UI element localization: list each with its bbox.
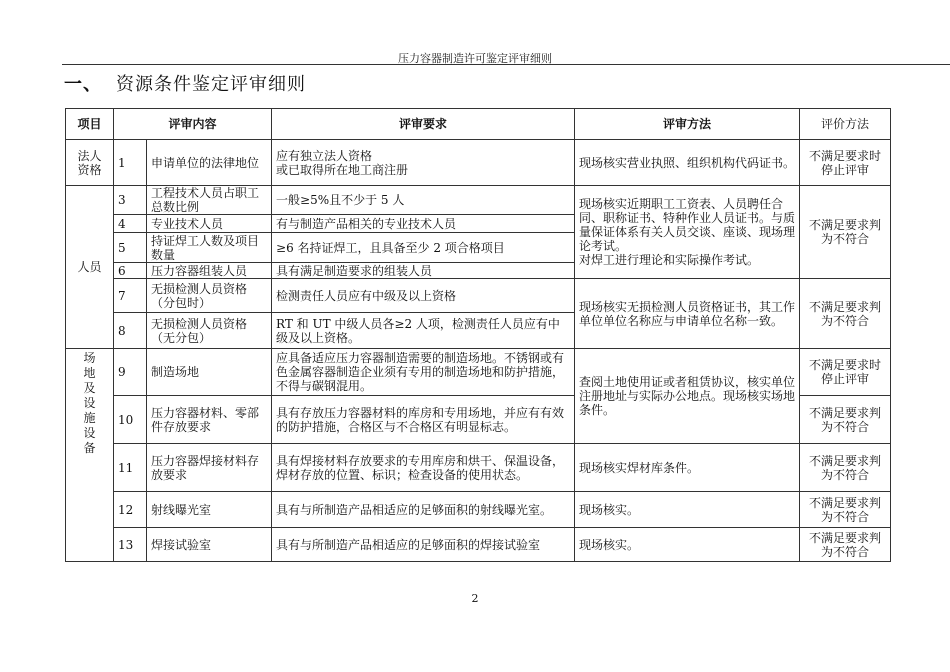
row-number: 4 <box>114 215 147 233</box>
review-requirement: 具有焊接材料存放要求的专用库房和烘干、保温设备，焊材存放的位置、标识；检查设备的使用状态。 <box>272 444 575 492</box>
review-method: 现场核实营业执照、组织机构代码证书。 <box>575 140 800 186</box>
review-content: 压力容器焊接材料存放要求 <box>147 444 272 492</box>
table-row <box>66 140 891 186</box>
evaluation-method: 不满足要求判为不符合 <box>800 528 891 562</box>
table-row <box>66 492 891 528</box>
review-requirement: 具有满足制造要求的组装人员 <box>272 263 575 279</box>
evaluation-method: 不满足要求判为不符合 <box>800 444 891 492</box>
section-number: 一、 <box>64 74 102 95</box>
review-method: 现场核实近期职工工资表、人员聘任合同、职称证书、特种作业人员证书。与质量保证体系有关人员交谈、座谈、现场理论考试。 对焊工进行理论和实际操作考试。 <box>575 186 800 279</box>
evaluation-method: 不满足要求判为不符合 <box>800 186 891 279</box>
review-method: 现场核实焊材库条件。 <box>575 444 800 492</box>
evaluation-method: 不满足要求时停止评审 <box>800 349 891 396</box>
review-requirement: 具有存放压力容器材料的库房和专用场地，并应有有效的防护措施，合格区与不合格区有明显标志。 <box>272 396 575 444</box>
table-row <box>66 279 891 313</box>
evaluation-method: 不满足要求判为不符合 <box>800 279 891 349</box>
page-number: 2 <box>471 592 479 605</box>
table-row <box>66 349 891 396</box>
review-method: 现场核实。 <box>575 528 800 562</box>
group-legal-entity: 法人资格 <box>66 140 114 186</box>
review-content: 压力容器材料、零部件存放要求 <box>147 396 272 444</box>
review-content: 压力容器组装人员 <box>147 263 272 279</box>
row-number: 8 <box>114 313 147 349</box>
group-personnel: 人员 <box>66 186 114 349</box>
review-content: 专业技术人员 <box>147 215 272 233</box>
evaluation-method: 不满足要求时停止评审 <box>800 140 891 186</box>
table-header-row <box>66 109 891 140</box>
row-number: 3 <box>114 186 147 215</box>
col-header-project: 项目 <box>66 109 114 140</box>
section-title: 资源条件鉴定评审细则 <box>116 74 306 95</box>
review-requirement: 具有与所制造产品相适应的足够面积的射线曝光室。 <box>272 492 575 528</box>
review-criteria-table <box>65 108 891 562</box>
review-content: 申请单位的法律地位 <box>147 140 272 186</box>
review-requirement: 具有与所制造产品相适应的足够面积的焊接试验室 <box>272 528 575 562</box>
col-header-requirement: 评审要求 <box>272 109 575 140</box>
table-row <box>66 528 891 562</box>
row-number: 5 <box>114 233 147 263</box>
col-header-evaluation: 评价方法 <box>800 109 891 140</box>
row-number: 6 <box>114 263 147 279</box>
review-content: 焊接试验室 <box>147 528 272 562</box>
row-number: 12 <box>114 492 147 528</box>
evaluation-method: 不满足要求判为不符合 <box>800 396 891 444</box>
review-requirement: 应有独立法人资格 或已取得所在地工商注册 <box>272 140 575 186</box>
review-requirement: ≥6 名持证焊工，且具备至少 2 项合格项目 <box>272 233 575 263</box>
row-number: 11 <box>114 444 147 492</box>
review-content: 制造场地 <box>147 349 272 396</box>
review-method: 现场核实。 <box>575 492 800 528</box>
review-content: 工程技术人员占职工总数比例 <box>147 186 272 215</box>
review-requirement: 检测责任人员应有中级及以上资格 <box>272 279 575 313</box>
review-requirement: 应具备适应压力容器制造需要的制造场地。不锈钢或有色金属容器制造企业须有专用的制造场地和防护措施，不得与碳钢混用。 <box>272 349 575 396</box>
review-content: 无损检测人员资格（分包时） <box>147 279 272 313</box>
row-number: 1 <box>114 140 147 186</box>
group-site-facilities: 场地及设施设备 <box>66 349 114 562</box>
document-header: 压力容器制造许可鉴定评审细则 <box>398 52 552 65</box>
row-number: 13 <box>114 528 147 562</box>
col-header-method: 评审方法 <box>575 109 800 140</box>
review-requirement: RT 和 UT 中级人员各≥2 人项，检测责任人员应有中级及以上资格。 <box>272 313 575 349</box>
review-method: 现场核实无损检测人员资格证书，其工作单位单位名称应与申请单位名称一致。 <box>575 279 800 349</box>
review-method: 查阅土地使用证或者租赁协议，核实单位注册地址与实际办公地点。现场核实场地条件。 <box>575 349 800 444</box>
section-heading <box>64 70 306 96</box>
table-row <box>66 444 891 492</box>
review-requirement: 有与制造产品相关的专业技术人员 <box>272 215 575 233</box>
row-number: 7 <box>114 279 147 313</box>
review-content: 射线曝光室 <box>147 492 272 528</box>
review-requirement: 一般≥5%且不少于 5 人 <box>272 186 575 215</box>
col-header-content: 评审内容 <box>114 109 272 140</box>
review-content: 无损检测人员资格（无分包） <box>147 313 272 349</box>
header-divider <box>62 64 950 65</box>
table-row <box>66 186 891 215</box>
evaluation-method: 不满足要求判为不符合 <box>800 492 891 528</box>
row-number: 10 <box>114 396 147 444</box>
review-content: 持证焊工人数及项目数量 <box>147 233 272 263</box>
row-number: 9 <box>114 349 147 396</box>
